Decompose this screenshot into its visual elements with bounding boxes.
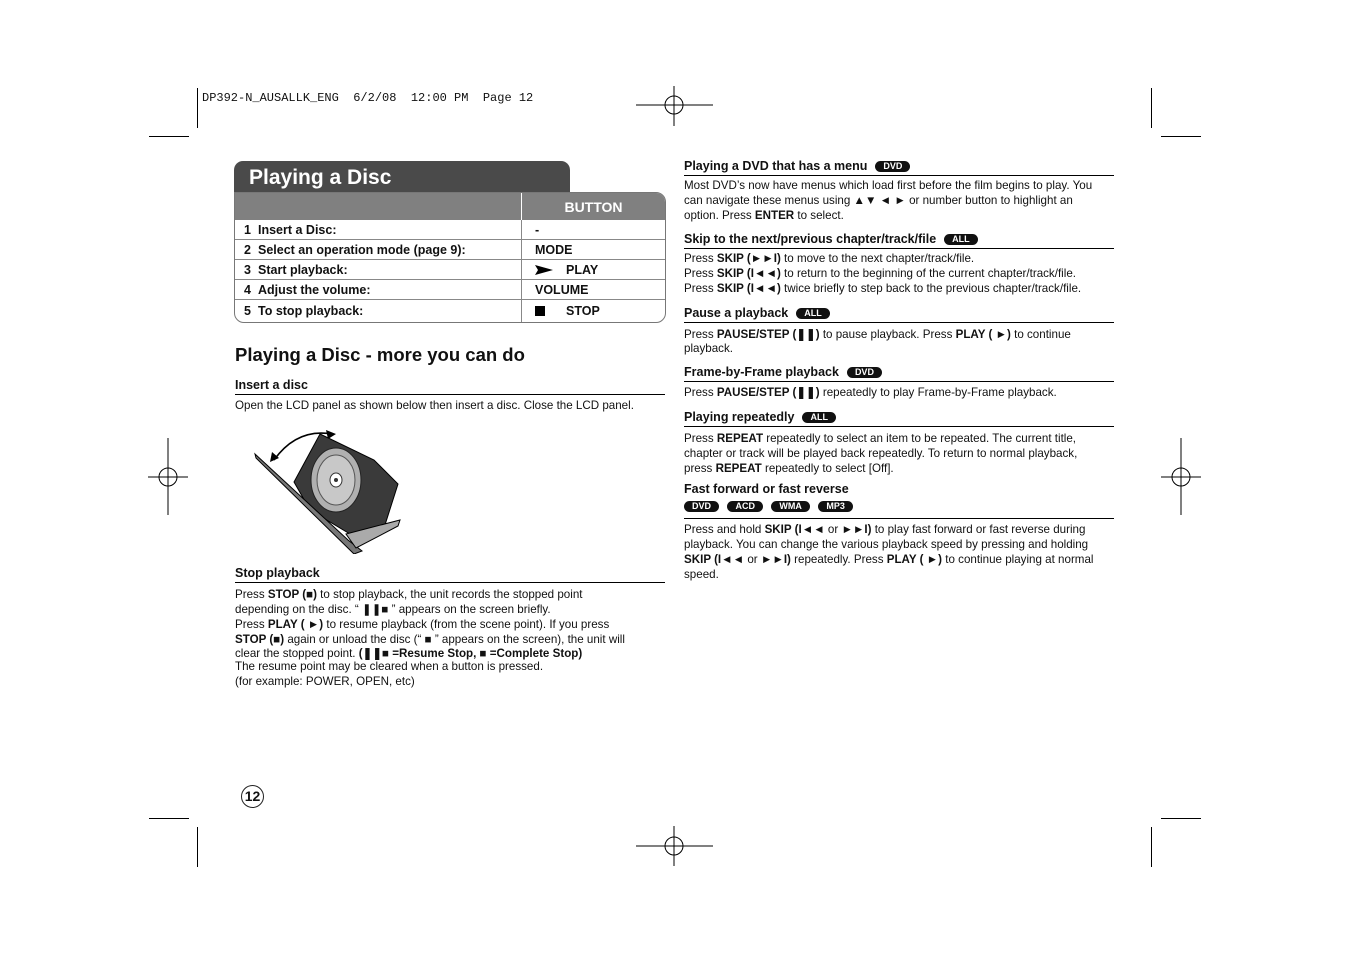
row-number: 4 — [244, 282, 251, 297]
ff-badges — [684, 497, 1114, 519]
frame-section — [684, 365, 1114, 400]
row-label: To stop playback: — [258, 304, 364, 318]
stop-icon — [535, 306, 545, 316]
more-title: Playing a Disc - more you can do — [235, 344, 525, 365]
row-number: 2 — [244, 242, 251, 257]
row-label: Start playback: — [258, 262, 348, 277]
pause-section — [684, 306, 1114, 355]
row-number: 3 — [244, 262, 251, 277]
insert-heading: Insert a disc — [235, 378, 665, 395]
repeat-section — [684, 410, 1114, 476]
table-row — [235, 300, 665, 323]
skip-text: Press SKIP (►►I) to move to the next chapter/track/file. Press SKIP (I◄◄) to return to the beginning of the current chapter/track/file. Press SKIP (I◄◄) twice briefly to step back to the previous chapter/track/file. — [684, 252, 1082, 295]
skip-heading: Skip to the next/previous chapter/track/file ALL — [684, 232, 1114, 249]
row-button: PLAY — [566, 262, 599, 277]
repeat-heading: Playing repeatedly ALL — [684, 410, 1114, 427]
row-number: 5 — [244, 304, 251, 318]
ff-heading: Fast forward or fast reverse — [684, 482, 849, 496]
row-button: MODE — [535, 242, 573, 257]
pause-text: Press PAUSE/STEP (❚❚) to pause playback. Press PLAY ( ►) to continue playback. — [684, 328, 1071, 355]
row-label: Select an operation mode (page 9): — [258, 242, 466, 257]
wma-badge: WMA — [771, 501, 810, 512]
stop-text: Press STOP (■) to stop playback, the unit records the stopped point depending on the disc. “ ❚❚■ ” appears on the screen briefly. Press PLAY ( ►) to resume playback (from the scene point). If you press STOP (■) again or unload the disc (“ ■ ” appears on the screen), the unit will clear the stopped point. (❚❚■ =Resume Stop, ■ =Complete Stop) The resume point may be cleared when a button is pressed. (for example: POWER, OPEN, etc) — [235, 588, 625, 688]
ff-text: Press and hold SKIP (I◄◄ or ►►I) to play fast forward or fast reverse during playback. You can change the various playback speed by pressing and holding SKIP (I◄◄ or ►►I) repeatedly. Press PLAY ( ►) to continue playing at normal speed. — [684, 523, 1094, 581]
dvd-badge: DVD — [847, 367, 882, 378]
row-button: - — [535, 222, 540, 237]
dvd-badge: DVD — [875, 161, 910, 172]
row-number: 1 — [244, 222, 251, 237]
page-number: 12 — [241, 785, 264, 808]
insert-text: Open the LCD panel as shown below then insert a disc. Close the LCD panel. — [235, 399, 634, 412]
row-button: STOP — [566, 304, 600, 318]
section-title: Playing a Disc — [234, 161, 570, 201]
frame-text: Press PAUSE/STEP (❚❚) repeatedly to play Frame-by-Frame playback. — [684, 386, 1057, 399]
table-row — [235, 240, 665, 260]
all-badge: ALL — [796, 308, 830, 319]
frame-heading: Frame-by-Frame playback DVD — [684, 365, 1114, 382]
pause-heading: Pause a playback ALL — [684, 306, 1114, 323]
play-icon — [535, 265, 553, 275]
table-row — [235, 280, 665, 300]
repeat-text: Press REPEAT repeatedly to select an item to be repeated. The current title, chapter or track will be played back repeatedly. To return to normal playback, press REPEAT repeatedly to select [Off]. — [684, 432, 1078, 475]
menu-heading: Playing a DVD that has a menu DVD — [684, 159, 1114, 176]
row-label: Insert a Disc: — [258, 222, 337, 237]
insert-section — [235, 378, 665, 413]
table-row — [235, 220, 665, 240]
all-badge: ALL — [802, 412, 836, 423]
menu-section — [684, 159, 1114, 223]
row-button: VOLUME — [535, 282, 589, 297]
dvd-badge: DVD — [684, 501, 719, 512]
ff-section — [684, 482, 1114, 582]
menu-text: Most DVD’s now have menus which load first before the film begins to play. You can navigate these menus using ▲▼ ◄ ► or number button to highlight an option. Press ENTER to select. — [684, 179, 1093, 222]
mp3-badge: MP3 — [818, 501, 853, 512]
all-badge: ALL — [944, 234, 978, 245]
acd-badge: ACD — [727, 501, 763, 512]
open-lcd-illustration — [252, 422, 404, 554]
table-header-row — [235, 193, 665, 220]
table-header-button: BUTTON — [522, 193, 666, 220]
stop-section — [235, 566, 665, 689]
button-table — [234, 192, 666, 323]
stop-heading: Stop playback — [235, 566, 665, 583]
skip-section — [684, 232, 1114, 296]
print-header: DP392-N_AUSALLK_ENG 6/2/08 12:00 PM Page 12 — [202, 91, 534, 105]
table-row — [235, 260, 665, 280]
table-header-blank — [235, 193, 522, 220]
row-label: Adjust the volume: — [258, 282, 371, 297]
